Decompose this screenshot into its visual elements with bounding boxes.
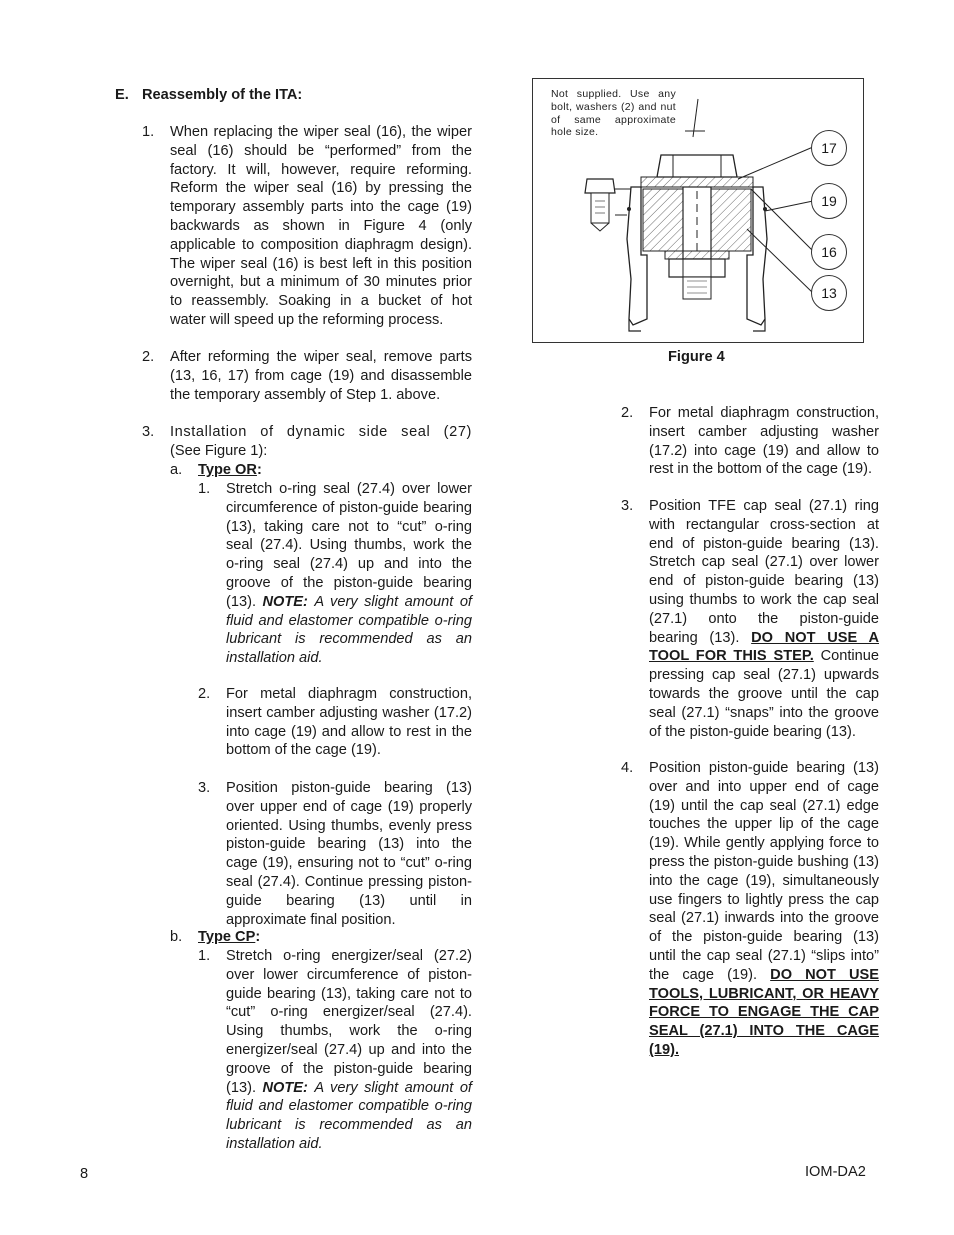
step-3-line2: (See Figure 1):: [170, 443, 268, 459]
type-or-heading: [198, 461, 262, 480]
item-text-tail: Continue pressing cap seal (27.1) upwards towards the groove until the cap seal (27.1) “snaps” into the groove of the piston-guide bearing (13).: [649, 648, 879, 740]
item-text: Position piston-guide bearing (13) over and into upper end of cage (19) until the cap seal (27.1) edge touches the upper lip of the cage (19). While gently applying force to press the piston-guide bushing (13) into the cage (19), simultaneously use fingers to lightly press the cap seal (27.1) inwards into the groove of the piston-guide bearing (13) until the cap seal (27.1) “slips into” the cage (19).: [649, 760, 879, 983]
warning-text: DO NOT USE TOOLS, LUBRICANT, OR HEAVY FORCE TO ENGAGE THE CAP SEAL (27.1) INTO THE CAGE (19).: [649, 966, 879, 1058]
step-number: 1.: [142, 124, 155, 140]
note-label: NOTE:: [262, 1079, 308, 1096]
item-number: 3.: [198, 780, 211, 796]
type-or-label: Type OR: [198, 462, 257, 478]
substep-letter: a.: [170, 462, 183, 478]
step-number: 2.: [142, 349, 155, 365]
step-number: 3.: [621, 498, 634, 514]
callout-13: 13: [811, 275, 847, 311]
right-step-2-text: For metal diaphragm construction, insert camber adjusting washer (17.2) into cage (19) and allow to rest in the bottom of the cage (19).: [649, 405, 879, 478]
callout-19: 19: [811, 183, 847, 219]
page-number: 8: [80, 1166, 89, 1182]
note-label: NOTE:: [262, 593, 308, 610]
item-number: 1.: [198, 481, 211, 497]
step-number: 4.: [621, 760, 634, 776]
step-3-line1: Installation of dynamic side seal (27): [170, 424, 472, 440]
type-or-item-2: For metal diaphragm construction, insert camber adjusting washer (17.2) into cage (19) and allow to rest in the bottom of the cage (19).: [226, 686, 472, 759]
right-step-3-text: [649, 497, 879, 741]
callout-16: 16: [811, 234, 847, 270]
type-or-colon: :: [256, 462, 262, 478]
type-cp-colon: :: [255, 929, 261, 945]
section-letter: E.: [115, 87, 129, 103]
step-2-text: After reforming the wiper seal, remove parts (13, 16, 17) from cage (19) and disassemble the temporary assembly of Step 1. above.: [170, 349, 472, 403]
figure-note: Not supplied. Use any bolt, washers (2) and nut of same approximate hole size.: [551, 88, 676, 139]
figure-4-frame: [532, 78, 864, 343]
step-1-text: When replacing the wiper seal (16), the wiper seal (16) should be “performed” from the factory. It will, however, require reforming. Reform the wiper seal (16) by pressing the temporary assembly parts into the cage (19) backwards as shown in Figure 4 (only applicable to composition diaphragm design). The wiper seal (16) is best left in this position overnight, but a minimum of 30 minutes prior to reassembly. Soaking in a bucket of hot water will speed up the reforming process.: [170, 124, 472, 328]
note-text: A very slight amount of fluid and elastomer compatible o-ring lubricant is recommended as an installation aid.: [226, 593, 472, 667]
type-cp-heading: [198, 928, 260, 947]
item-text: Stretch o-ring energizer/seal (27.2) over lower circumference of piston-guide bearing (13), taking care not to “cut” o-ring energizer/seal (27.4). Using thumbs, work the o-ring energizer/seal (27.4) up and into the groove of the piston-guide bearing (13).: [226, 948, 472, 1096]
callout-17: 17: [811, 130, 847, 166]
item-number: 2.: [198, 686, 211, 702]
type-cp-item-1: [226, 947, 472, 1154]
note-text: A very slight amount of fluid and elastomer compatible o-ring lubricant is recommended as an installation aid.: [226, 1079, 472, 1152]
item-text: Stretch o-ring seal (27.4) over lower circumference of piston-guide bearing (13), taking care not to “cut” o-ring seal (27.4). Using thumbs, work the o-ring seal (27.4) up and into the groove of the piston-guide bearing (13).: [226, 481, 472, 610]
item-number: 1.: [198, 948, 211, 964]
document-id: IOM-DA2: [805, 1164, 866, 1180]
section-title: Reassembly of the ITA:: [142, 87, 303, 103]
type-or-item-3: Position piston-guide bearing (13) over upper end of cage (19) properly oriented. Using thumbs, evenly press piston-guide bearing (13) into the cage (19), ensuring not to “cut” o-ring seal (27.4). Continue pressing piston-guide bearing (13) until in approximate final position.: [226, 780, 472, 928]
warning-text: DO NOT USE A TOOL FOR THIS STEP.: [649, 629, 879, 665]
step-number: 3.: [142, 424, 155, 440]
right-step-4-text: [649, 759, 879, 1060]
figure-caption: Figure 4: [668, 349, 725, 365]
type-cp-label: Type CP: [198, 929, 256, 945]
type-or-item-1: [226, 480, 472, 668]
step-number: 2.: [621, 405, 634, 421]
substep-letter: b.: [170, 929, 183, 945]
item-text: Position TFE cap seal (27.1) ring with rectangular cross-section at end of piston-guide bearing (13). Stretch cap seal (27.1) over lower end of piston-guide bearing (13) using thumbs to work the cap seal (27.1) onto the piston-guide bearing (13).: [649, 498, 879, 646]
